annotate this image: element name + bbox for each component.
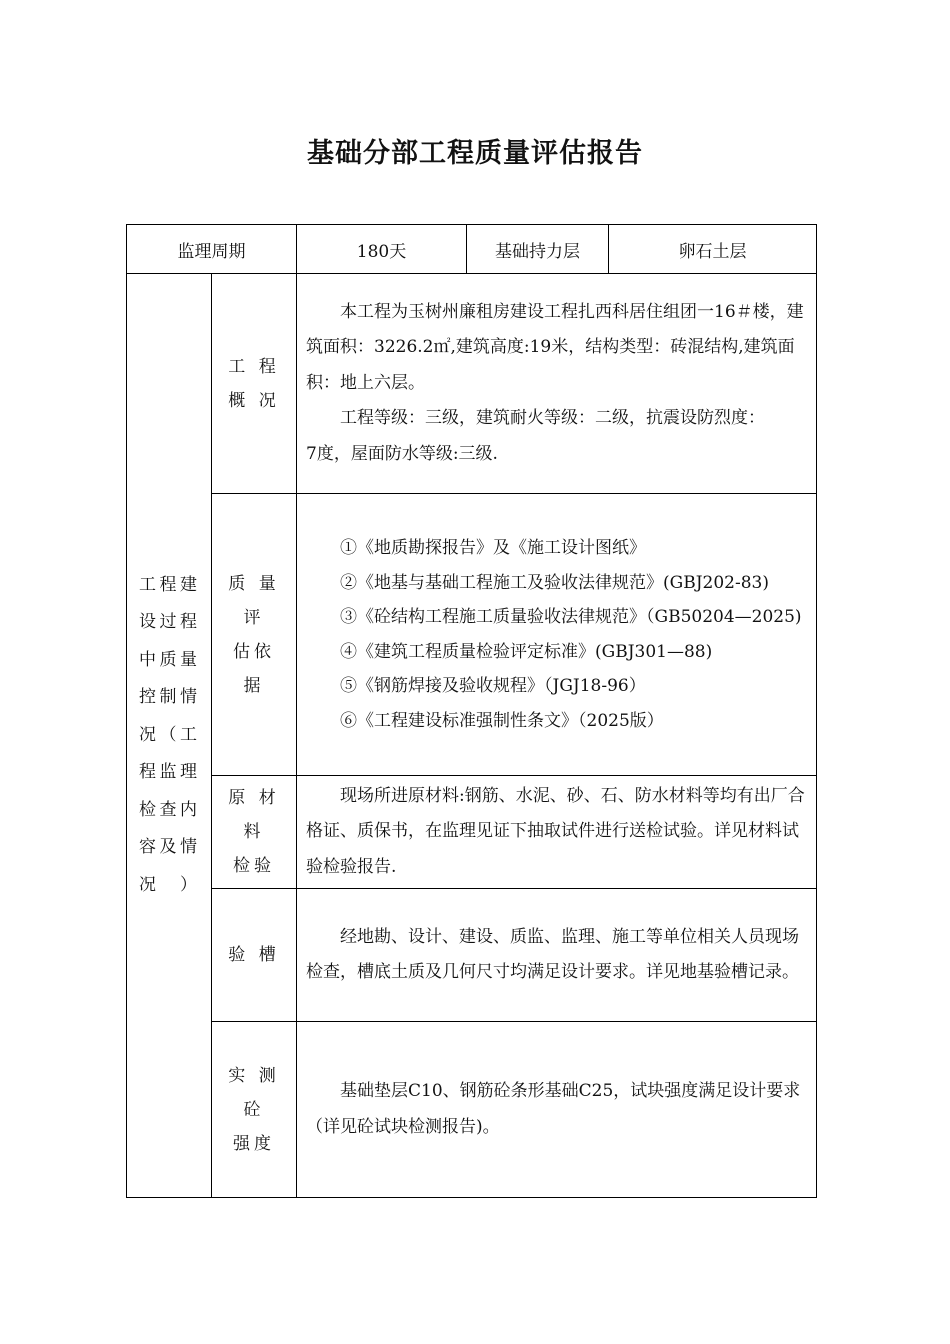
basis-item: ③《砼结构工程施工质量验收法律规范》（GB50204—2025) — [340, 607, 802, 627]
overview-content — [297, 274, 817, 494]
materials-label: 原 材 料 检验 — [228, 788, 280, 876]
trench-text: 经地勘、设计、建设、质监、监理、施工等单位相关人员现场检查，槽底土质及几何尺寸均满足设计要求。详见地基验槽记录。 — [306, 926, 799, 982]
overview-paragraph-1: 本工程为玉树州廉租房建设工程扎西科居住组团一16＃楼，建筑面积：3226.2㎡,建筑高度:19米，结构类型：砖混结构,建筑面积：地上六层。 — [306, 301, 804, 393]
side-category-label: 工程建设过程中质量控制情况（工程监理检查内容及情况） — [139, 574, 199, 895]
materials-label-cell — [212, 776, 297, 889]
trench-label-cell — [212, 889, 297, 1022]
materials-row — [127, 776, 817, 889]
layer-value: 卵石土层 — [609, 225, 817, 274]
page-title: 基础分部工程质量评估报告 — [307, 138, 643, 169]
basis-item: ⑥《工程建设标准强制性条文》（2025版） — [340, 710, 664, 731]
assessment-table — [126, 224, 817, 1198]
period-label: 监理周期 — [127, 225, 297, 274]
overview-row — [127, 274, 817, 494]
side-category-cell — [127, 274, 212, 1198]
basis-item: ②《地基与基础工程施工及验收法律规范》(GBJ202-83) — [340, 572, 769, 593]
basis-item: ④《建筑工程质量检验评定标准》(GBJ301—88) — [340, 641, 713, 662]
layer-label: 基础持力层 — [467, 225, 609, 274]
concrete-label: 实 测 砼 强度 — [228, 1065, 280, 1154]
overview-label: 工 程 概 况 — [228, 356, 280, 411]
concrete-text: 基础垫层C10、钢筋砼条形基础C25，试块强度满足设计要求（详见砼试块检测报告)。 — [306, 1081, 801, 1137]
period-value: 180天 — [297, 225, 467, 274]
materials-content — [297, 776, 817, 889]
basis-item: ①《地质勘探报告》及《施工设计图纸》 — [340, 538, 646, 558]
materials-text: 现场所进原材料:钢筋、水泥、砂、石、防水材料等均有出厂合格证、质保书，在监理见证下抽取试件进行送检试验。详见材料试验检验报告. — [306, 785, 805, 877]
basis-content — [297, 494, 817, 776]
basis-row — [127, 494, 817, 776]
trench-row — [127, 889, 817, 1022]
concrete-label-cell — [212, 1022, 297, 1198]
trench-content — [297, 889, 817, 1022]
overview-label-cell — [212, 274, 297, 494]
basis-label-cell — [212, 494, 297, 776]
concrete-row — [127, 1022, 817, 1198]
header-row — [127, 225, 817, 274]
overview-paragraph-2: 工程等级：三级，建筑耐火等级：二级，抗震设防烈度： — [340, 408, 765, 429]
basis-item: ⑤《钢筋焊接及验收规程》（JGJ18-96） — [340, 676, 646, 696]
overview-paragraph-3: 7度，屋面防水等级:三级. — [306, 443, 498, 464]
trench-label: 验 槽 — [228, 945, 280, 965]
basis-label: 质 量 评 估依据 — [228, 573, 280, 696]
concrete-content — [297, 1022, 817, 1198]
